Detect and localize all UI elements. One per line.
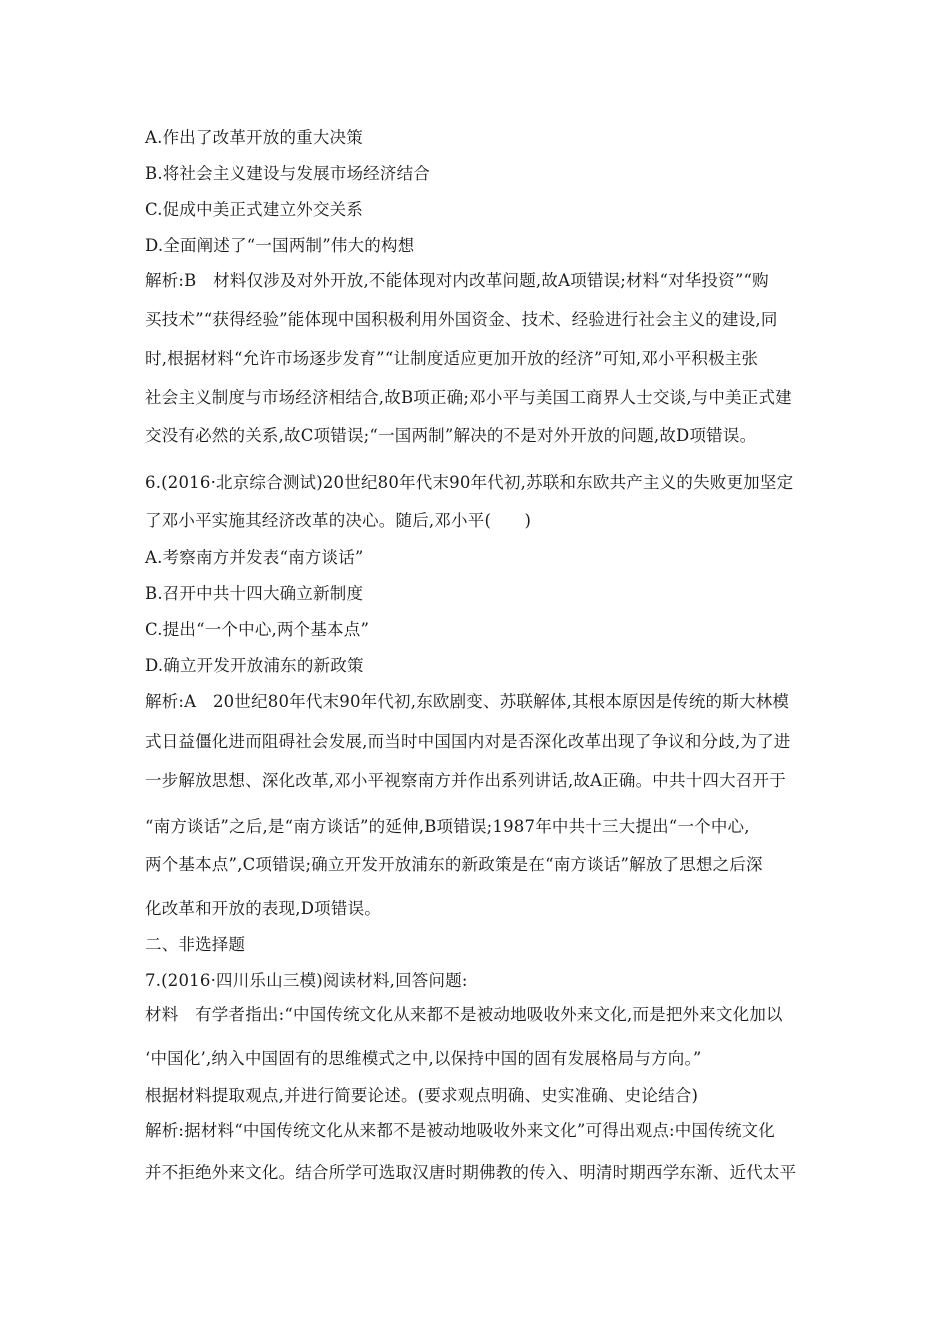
option-d-q6: D.确立开发开放浦东的新政策 <box>145 656 364 675</box>
option-b-q5: B.将社会主义建设与发展市场经济结合 <box>145 164 430 183</box>
analysis-q5-line: 交没有必然的关系,故C项错误;“一国两制”解决的不是对外开放的问题,故D项错误。 <box>145 426 757 445</box>
section-heading: 二、非选择题 <box>145 935 246 954</box>
option-c-q6: C.提出“一个中心,两个基本点” <box>145 620 370 639</box>
analysis-q7-line: 并不拒绝外来文化。结合所学可选取汉唐时期佛教的传入、明清时期西学东渐、近代太平 <box>145 1163 797 1182</box>
analysis-q7-line: 解析:据材料“中国传统文化从来都不是被动地吸收外来文化”可得出观点:中国传统文化 <box>145 1121 775 1140</box>
question-7-material: ‘中国化’,纳入中国固有的思维模式之中,以保持中国的固有发展格局与方向。” <box>145 1049 702 1068</box>
analysis-q6-line: 解析:A 20世纪80年代末90年代初,东欧剧变、苏联解体,其根本原因是传统的斯大林模 <box>145 692 790 711</box>
option-d-q5: D.全面阐述了“一国两制”伟大的构想 <box>145 236 415 255</box>
option-c-q5: C.促成中美正式建立外交关系 <box>145 200 364 219</box>
question-7-material: 材料 有学者指出:“中国传统文化从来都不是被动地吸收外来文化,而是把外来文化加以 <box>145 1005 783 1024</box>
analysis-q5-line: 社会主义制度与市场经济相结合,故B项正确;邓小平与美国工商界人士交谈,与中美正式建 <box>145 388 792 407</box>
analysis-q5-line: 时,根据材料“允许市场逐步发育”“让制度适应更加开放的经济”可知,邓小平积极主张 <box>145 349 759 368</box>
analysis-q6-line: 一步解放思想、深化改革,邓小平视察南方并作出系列讲话,故A正确。中共十四大召开于 <box>145 771 786 790</box>
analysis-q6-line: 两个基本点”,C项错误;确立开发开放浦东的新政策是在“南方谈话”解放了思想之后深 <box>145 855 763 874</box>
option-a-q6: A.考察南方并发表“南方谈话” <box>145 548 364 567</box>
analysis-q5-line: 买技术”“获得经验”能体现中国积极利用外国资金、技术、经验进行社会主义的建设,同 <box>145 310 778 329</box>
option-b-q6: B.召开中共十四大确立新制度 <box>145 584 364 603</box>
analysis-q6-line: 式日益僵化进而阻碍社会发展,而当时中国国内对是否深化改革出现了争议和分歧,为了进 <box>145 732 791 751</box>
question-7-stem: 7.(2016·四川乐山三模)阅读材料,回答问题: <box>145 971 468 990</box>
analysis-q6-line: 化改革和开放的表现,D项错误。 <box>145 899 381 918</box>
question-7-task: 根据材料提取观点,并进行简要论述。(要求观点明确、史实准确、史论结合) <box>145 1086 699 1105</box>
question-6-stem: 6.(2016·北京综合测试)20世纪80年代末90年代初,苏联和东欧共产主义的失败更加坚定 <box>145 473 794 492</box>
question-6-stem: 了邓小平实施其经济改革的决心。随后,邓小平( ) <box>145 511 532 530</box>
analysis-q5-line: 解析:B 材料仅涉及对外开放,不能体现对内改革问题,故A项错误;材料“对华投资”“购 <box>145 271 769 290</box>
option-a-q5: A.作出了改革开放的重大决策 <box>145 128 363 147</box>
analysis-q6-line: “南方谈话”之后,是“南方谈话”的延伸,B项错误;1987年中共十三大提出“一个中心, <box>145 817 750 836</box>
